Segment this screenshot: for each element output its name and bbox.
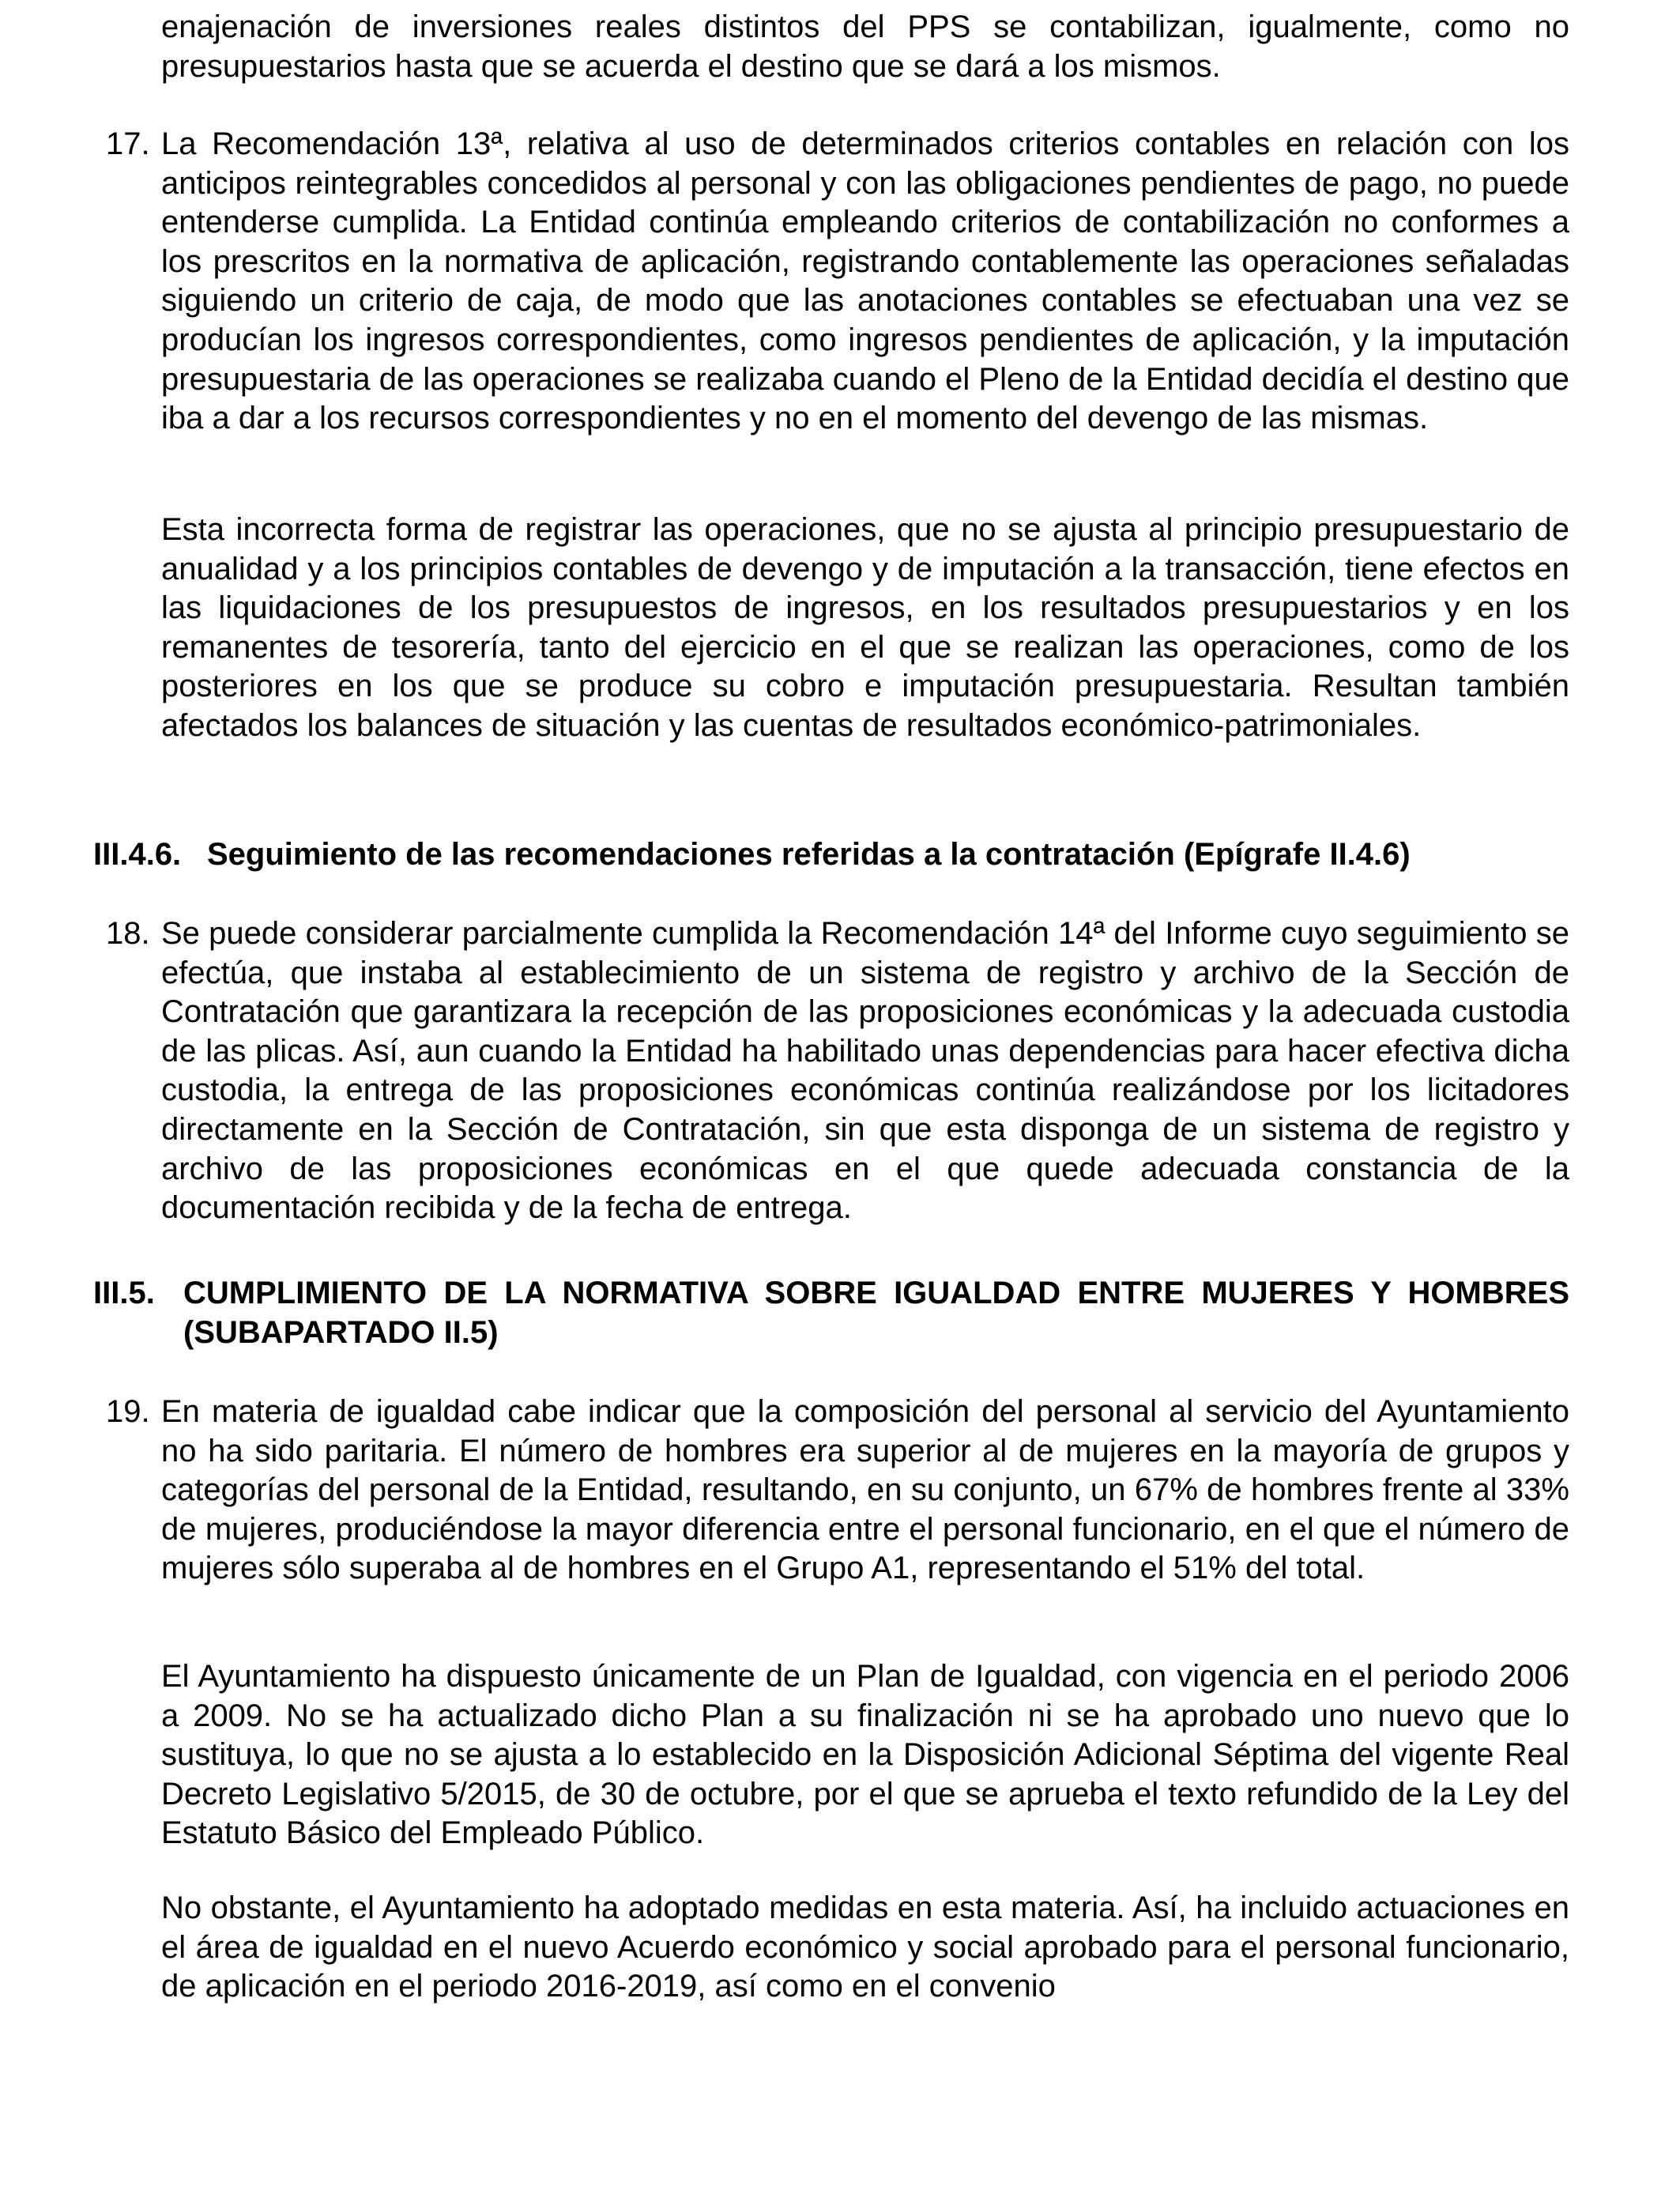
section-heading-title: Seguimiento de las recomendaciones referidas a la contratación (Epígrafe II.4.6) bbox=[207, 837, 1411, 872]
item-17-paragraph: La Recomendación 13ª, relativa al uso de determinados criterios contables en relación con los anticipos reintegrables concedidos al personal y con las obligaciones pendientes de pago, no puede entenderse cumplida. La Entidad continúa empleando criterios de contabilización no conformes a los prescritos en la normativa de aplicación, registrando contablemente las operaciones señaladas siguiendo un criterio de caja, de modo que las anotaciones contables se efectuaban una vez se producían los ingresos correspondientes, como ingresos pendientes de aplicación, y la imputación presupuestaria de las operaciones se realizaba cuando el Pleno de la Entidad decidía el destino que iba a dar a los recursos correspondientes y no en el momento del devengo de las mismas. bbox=[161, 126, 1569, 436]
section-heading-title: CUMPLIMIENTO DE LA NORMATIVA SOBRE IGUALDAD ENTRE MUJERES Y HOMBRES (SUBAPARTADO II.5) bbox=[183, 1276, 1569, 1350]
intro-paragraph: enajenación de inversiones reales distintos del PPS se contabilizan, igualmente, como no presupuestarios hasta que se acuerda el destino que se dará a los mismos. bbox=[161, 9, 1569, 84]
item-19-number: 19. bbox=[106, 1394, 150, 1429]
item-19-paragraph-3: No obstante, el Ayuntamiento ha adoptado medidas en esta materia. Así, ha incluido actuaciones en el área de igualdad en el nuevo Acuerdo económico y social aprobado para el personal funcionario, de aplicación en el periodo 2016-2019, así como en el convenio bbox=[161, 1891, 1569, 2004]
section-heading-number: III.5. bbox=[93, 1276, 155, 1310]
section-heading-iii-5 bbox=[93, 1274, 1571, 1353]
item-19-paragraph-2: El Ayuntamiento ha dispuesto únicamente de un Plan de Igualdad, con vigencia en el periodo 2006 a 2009. No se ha actualizado dicho Plan a su finalización ni se ha aprobado uno nuevo que lo sustituya, lo que no se ajusta a lo establecido en la Disposición Adicional Séptima del vigente Real Decreto Legislativo 5/2015, de 30 de octubre, por el que se aprueba el texto refundido de la Ley del Estatuto Básico del Empleado Público. bbox=[161, 1659, 1569, 1851]
item-18-number: 18. bbox=[106, 916, 150, 951]
item-17-paragraph-2: Esta incorrecta forma de registrar las operaciones, que no se ajusta al principio presupuestario de anualidad y a los principios contables de devengo y de imputación a la transacción, tiene efectos en las liquidaciones de los presupuestos de ingresos, en los resultados presupuestarios y en los remanentes de tesorería, tanto del ejercicio en el que se realizan las operaciones, como de los posteriores en los que se produce su cobro e imputación presupuestaria. Resultan también afectados los balances de situación y las cuentas de resultados económico-patrimoniales. bbox=[161, 512, 1569, 743]
item-17-number: 17. bbox=[106, 126, 150, 161]
item-18-paragraph: Se puede considerar parcialmente cumplida la Recomendación 14ª del Informe cuyo seguimiento se efectúa, que instaba al establecimiento de un sistema de registro y archivo de la Sección de Contratación que garantizara la recepción de las proposiciones económicas y la adecuada custodia de las plicas. Así, aun cuando la Entidad ha habilitado unas dependencias para hacer efectiva dicha custodia, la entrega de las proposiciones económicas continúa realizándose por los licitadores directamente en la Sección de Contratación, sin que esta disponga de un sistema de registro y archivo de las proposiciones económicas en el que quede adecuada constancia de la documentación recibida y de la fecha de entrega. bbox=[161, 916, 1569, 1226]
section-heading-iii-4-6 bbox=[93, 835, 1571, 875]
item-19-paragraph: En materia de igualdad cabe indicar que la composición del personal al servicio del Ayuntamiento no ha sido paritaria. El número de hombres era superior al de mujeres en la mayoría de grupos y categorías del personal de la Entidad, resultando, en su conjunto, un 67% de hombres frente al 33% de mujeres, produciéndose la mayor diferencia entre el personal funcionario, en el que el número de mujeres sólo superaba al de hombres en el Grupo A1, representando el 51% del total. bbox=[161, 1394, 1569, 1586]
section-heading-number: III.4.6. bbox=[93, 837, 182, 872]
